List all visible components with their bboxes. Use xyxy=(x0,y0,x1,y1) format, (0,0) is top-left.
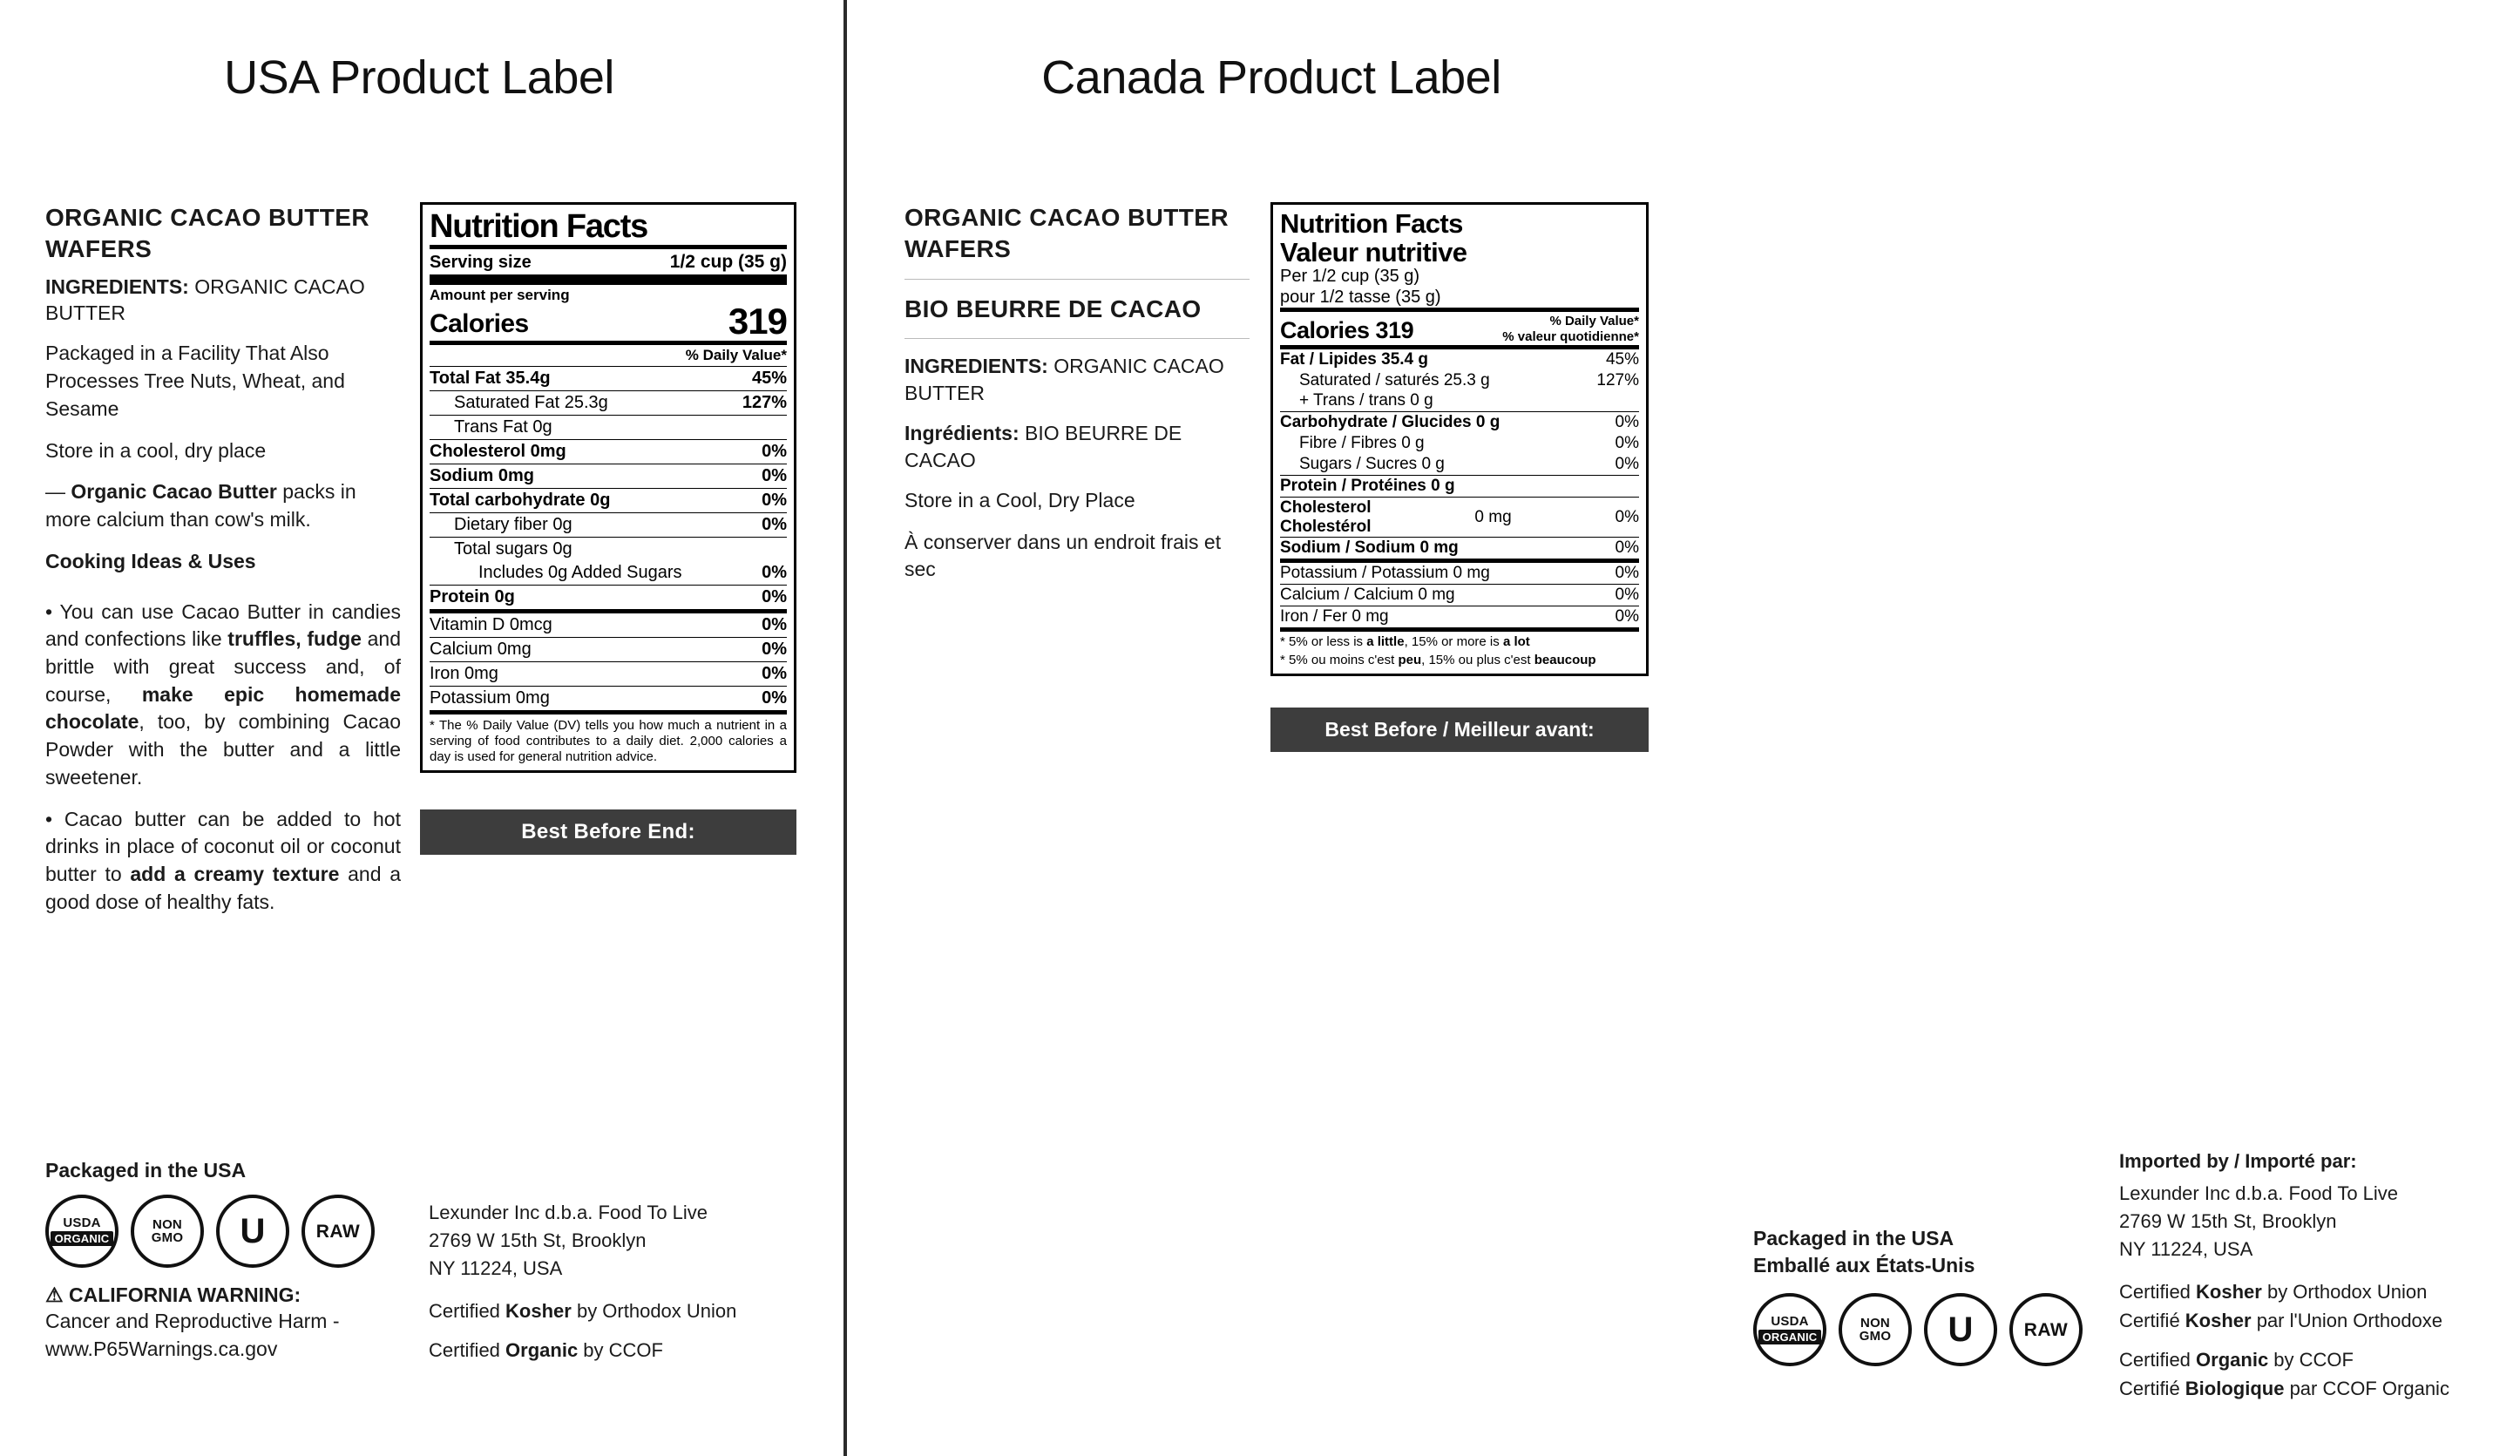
usa-bullet2-a: • Cacao butter can be added to hot drinks in place of coconut oil or coconut butter to xyxy=(45,807,401,886)
usa-body xyxy=(0,202,838,931)
canada-nf-title-fr: Valeur nutritive xyxy=(1280,236,1467,267)
canada-foot-fr-b: peu xyxy=(1398,652,1422,667)
canada-nf-row-dv: 0% xyxy=(1615,413,1639,432)
ck-en-c: by Orthodox Union xyxy=(2261,1280,2428,1303)
non-gmo-line1: NON xyxy=(152,1217,182,1232)
canada-nf-row-label: Fibre / Fibres 0 g xyxy=(1299,434,1425,453)
canada-nf-row-label: Saturated / saturés 25.3 g xyxy=(1299,370,1490,389)
usa-footer-left xyxy=(45,1159,420,1375)
table-row xyxy=(1280,454,1639,475)
canada-text-column xyxy=(904,202,1270,752)
usa-bullet1-e: , too, by combining Cacao Powder with the butter and a little sweetener. xyxy=(45,710,401,789)
table-row xyxy=(430,391,787,415)
canada-cert-kosher-fr xyxy=(2119,1306,2503,1335)
ck-fr-a: Certifié xyxy=(2119,1309,2185,1331)
usa-product-name: ORGANIC CACAO BUTTER WAFERS xyxy=(45,204,369,262)
table-row xyxy=(430,638,787,661)
table-row xyxy=(1280,563,1639,584)
canada-nf-dv-header-en: % Daily Value* xyxy=(1549,314,1639,329)
usda-seal-line2: ORGANIC xyxy=(1758,1330,1822,1344)
canada-foot-fr-d: beaucoup xyxy=(1534,652,1596,667)
usa-cert-kosher-b: Kosher xyxy=(505,1299,572,1322)
usa-nf-row-dv: 0% xyxy=(762,587,787,607)
table-row xyxy=(430,561,787,585)
usa-nf-micro-label: Potassium 0mg xyxy=(430,688,550,708)
canada-address-line1: Lexunder Inc d.b.a. Food To Live xyxy=(2119,1182,2399,1204)
canada-nf-row-dv: 0% xyxy=(1615,538,1639,558)
canada-nf-dv-header-fr: % valeur quotidienne* xyxy=(1502,328,1639,344)
canada-address xyxy=(2119,1180,2503,1263)
usa-nf-serving-value: 1/2 cup (35 g) xyxy=(669,252,787,272)
canada-ingredients-label-en: INGREDIENTS: xyxy=(904,355,1048,378)
usa-address-line2: 2769 W 15th St, Brooklyn xyxy=(429,1229,647,1251)
ck-fr-b: Kosher xyxy=(2185,1309,2252,1331)
usa-nf-row-dv: 127% xyxy=(742,393,787,413)
usa-best-before-bar: Best Before End: xyxy=(420,809,796,855)
canada-footer-left xyxy=(1753,1150,2119,1413)
usa-nf-row-dv: 0% xyxy=(762,563,787,583)
raw-seal-icon xyxy=(2009,1293,2083,1366)
usda-organic-seal-icon xyxy=(1753,1293,1826,1366)
usa-text-column xyxy=(45,202,420,931)
table-row xyxy=(1280,370,1639,391)
canada-footer-right xyxy=(2119,1150,2503,1413)
canada-cholesterol-value: 0 mg xyxy=(1474,507,1512,526)
canada-ingredients-value-fr: BIO BEURRE DE CACAO xyxy=(904,422,1182,471)
usa-nf-micro-label: Calcium 0mg xyxy=(430,640,532,660)
canada-nf-calories: Calories 319 xyxy=(1280,316,1414,343)
canada-nutrition-column xyxy=(1270,202,1654,752)
canada-packaged-block xyxy=(1753,1225,2119,1279)
usa-allergen-statement: Packaged in a Facility That Also Processes Tree Nuts, Wheat, and Sesame xyxy=(45,342,345,420)
table-row xyxy=(1280,349,1639,370)
canada-storage-en: Store in a Cool, Dry Place xyxy=(904,488,1135,511)
canada-nf-row-dv: 127% xyxy=(1596,370,1639,389)
usa-bullet2-c: and a good dose of healthy fats. xyxy=(45,863,401,913)
table-row xyxy=(430,613,787,637)
table-row xyxy=(430,489,787,512)
canada-nf-row-dv: 45% xyxy=(1605,349,1639,369)
co-en-a: Certified xyxy=(2119,1348,2197,1371)
table-row xyxy=(430,586,787,609)
usa-nf-row-dv: 0% xyxy=(762,466,787,486)
ck-en-b: Kosher xyxy=(2196,1280,2262,1303)
usa-nf-micro-dv: 0% xyxy=(762,688,787,708)
usa-address-line1: Lexunder Inc d.b.a. Food To Live xyxy=(429,1202,708,1223)
canada-packaged-en: Packaged in the USA xyxy=(1753,1227,1954,1249)
usa-nf-row-label: Cholesterol 0mg xyxy=(430,442,566,462)
usa-cooking-heading xyxy=(45,548,401,576)
usa-nf-footnote: * The % Daily Value (DV) tells you how much a nutrient in a serving of food contributes to a daily diet. 2,000 calories a day is used for general nutrition advice. xyxy=(430,718,787,765)
canada-address-line3: NY 11224, USA xyxy=(2119,1237,2253,1260)
usa-nf-row-label: Includes 0g Added Sugars xyxy=(478,563,682,583)
canada-nf-title-en: Nutrition Facts xyxy=(1280,208,1463,239)
usa-nf-row-dv: 45% xyxy=(751,369,787,389)
usa-address xyxy=(429,1199,786,1283)
usa-cert-kosher-a: Certified xyxy=(429,1299,506,1322)
co-fr-c: par CCOF Organic xyxy=(2284,1377,2449,1399)
canada-panel-title: Canada Product Label xyxy=(1041,51,1501,104)
canada-cholesterol-dv: 0% xyxy=(1615,507,1639,526)
canada-foot-en-d: a lot xyxy=(1502,633,1530,649)
canada-ingredients-fr xyxy=(904,420,1250,473)
canada-nf-calories-row xyxy=(1280,312,1639,345)
canada-panel xyxy=(852,0,2449,1456)
usa-nf-row-label: Total sugars 0g xyxy=(454,539,572,559)
canada-nf-dv-header xyxy=(1502,314,1639,344)
usda-organic-seal-icon xyxy=(45,1195,119,1268)
table-row xyxy=(1280,390,1639,411)
table-row xyxy=(430,513,787,537)
canada-nf-row-label: + Trans / trans 0 g xyxy=(1299,391,1433,410)
canada-nf-row-label: Sugars / Sucres 0 g xyxy=(1299,455,1445,473)
canada-foot-en-a: * 5% or less is xyxy=(1280,633,1367,649)
usa-nutrition-column xyxy=(420,202,803,931)
canada-divider-2 xyxy=(904,338,1250,339)
canada-address-line2: 2769 W 15th St, Brooklyn xyxy=(2119,1209,2337,1232)
usa-panel-title: USA Product Label xyxy=(224,51,614,104)
usa-bullet2-b: add a creamy texture xyxy=(130,863,340,886)
usa-nf-dv-header: % Daily Value* xyxy=(685,347,787,364)
table-row xyxy=(1280,538,1639,559)
canada-nf-row-label: Potassium / Potassium 0 mg xyxy=(1280,564,1490,583)
usa-cert-kosher-c: by Orthodox Union xyxy=(571,1299,737,1322)
canada-nf-row-label: Iron / Fer 0 mg xyxy=(1280,606,1389,626)
usa-nf-calories-row xyxy=(430,301,787,342)
raw-seal-text: RAW xyxy=(315,1221,361,1242)
usa-nf-micro-label: Iron 0mg xyxy=(430,664,498,684)
canada-foot-en-c: , 15% or more is xyxy=(1404,633,1503,649)
canada-best-before-bar: Best Before / Meilleur avant: xyxy=(1270,708,1649,752)
usa-nf-serving-row xyxy=(430,249,787,274)
canada-nf-row-label: Calcium / Calcium 0 mg xyxy=(1280,586,1455,605)
usa-nf-micro-dv: 0% xyxy=(762,615,787,635)
table-row xyxy=(1280,412,1639,433)
usa-nf-row-dv: 0% xyxy=(762,491,787,511)
usa-nf-row-label: Total carbohydrate 0g xyxy=(430,491,611,511)
canada-nf-row-label: Sodium / Sodium 0 mg xyxy=(1280,538,1459,558)
table-row xyxy=(1280,476,1639,497)
usa-nf-row-label: Dietary fiber 0g xyxy=(454,515,572,535)
canada-footer xyxy=(1753,1150,2520,1413)
canada-nf-row-dv: 0% xyxy=(1615,586,1639,605)
canada-ingredients-en xyxy=(904,353,1250,406)
canada-nf-row-label: Protein / Protéines 0 g xyxy=(1280,476,1455,495)
non-gmo-seal-icon xyxy=(131,1195,204,1268)
usa-nf-row-label: Sodium 0mg xyxy=(430,466,535,486)
usa-ingredients xyxy=(45,274,401,327)
table-row xyxy=(430,464,787,488)
canada-nf-row-dv: 0% xyxy=(1615,434,1639,453)
ck-en-a: Certified xyxy=(2119,1280,2197,1303)
table-row xyxy=(430,416,787,439)
canada-foot-en-b: a little xyxy=(1366,633,1405,649)
usa-nf-row-dv: 0% xyxy=(762,515,787,535)
ou-kosher-seal-icon xyxy=(1924,1293,1997,1366)
usa-nf-calories-label: Calories xyxy=(430,309,529,339)
canada-nf-row-dv: 0% xyxy=(1615,564,1639,583)
non-gmo-line2: GMO xyxy=(151,1230,184,1245)
canada-storage-fr: À conserver dans un endroit frais et sec xyxy=(904,530,1222,581)
canada-nf-footnote-en xyxy=(1280,632,1639,650)
raw-seal-icon xyxy=(301,1195,375,1268)
table-row xyxy=(430,367,787,390)
canada-cert-organic xyxy=(2119,1345,2503,1403)
usa-bullet1-d: make epic homemade chocolate xyxy=(45,682,401,734)
canada-foot-fr-a: * 5% ou moins c'est xyxy=(1280,652,1399,667)
canada-nf-row-label: Fat / Lipides 35.4 g xyxy=(1280,349,1428,369)
canada-cert-kosher xyxy=(2119,1277,2503,1335)
usa-bullet1-a: • You can use Cacao Butter in candies and confections like xyxy=(45,599,401,651)
canada-cholesterol-label-fr: Cholestérol xyxy=(1280,517,1372,536)
usa-nf-row-dv: 0% xyxy=(762,442,787,462)
canada-product-name-en: ORGANIC CACAO BUTTER WAFERS xyxy=(904,204,1229,262)
canada-nf-serving-fr: pour 1/2 tasse (35 g) xyxy=(1280,287,1441,307)
canada-cert-organic-en xyxy=(2119,1345,2503,1374)
co-fr-b: Biologique xyxy=(2185,1377,2285,1399)
canada-divider-1 xyxy=(904,279,1250,280)
usa-ingredients-label: INGREDIENTS: xyxy=(45,274,189,298)
usa-footer xyxy=(45,1159,812,1375)
usda-seal-line1: USDA xyxy=(1771,1314,1809,1330)
usa-nf-calories-value: 319 xyxy=(728,301,787,342)
usa-calcium-rest: packs in more calcium than cow's milk. xyxy=(45,480,356,532)
usa-footer-right xyxy=(420,1159,786,1375)
usa-address-line3: NY 11224, USA xyxy=(429,1256,563,1279)
usa-calcium-note xyxy=(45,478,401,533)
usa-nf-row-label: Protein 0g xyxy=(430,587,515,607)
usa-packaged-in: Packaged in the USA xyxy=(45,1159,247,1182)
canada-nf-footnote-fr xyxy=(1280,650,1639,668)
raw-seal-text: RAW xyxy=(2023,1319,2069,1340)
table-row xyxy=(1280,606,1639,627)
ou-seal-letter: U xyxy=(1948,1310,1974,1350)
canada-nf-cholesterol-row xyxy=(1280,498,1639,538)
co-fr-a: Certifié xyxy=(2119,1377,2185,1399)
usa-cert-organic-a: Certified xyxy=(429,1338,506,1361)
usa-bullet-1 xyxy=(45,599,401,792)
usa-nf-serving-label: Serving size xyxy=(430,253,532,272)
canada-product-name-fr: BIO BEURRE DE CACAO xyxy=(904,295,1202,322)
canada-nutrition-facts-panel xyxy=(1270,202,1649,676)
usa-nf-row-label: Total Fat 35.4g xyxy=(430,369,551,389)
usa-nf-micro-label: Vitamin D 0mcg xyxy=(430,615,552,635)
table-row xyxy=(430,687,787,710)
non-gmo-line2: GMO xyxy=(1859,1329,1892,1344)
canada-nf-row-dv: 0% xyxy=(1615,455,1639,473)
usa-nutrition-facts-panel xyxy=(420,202,796,773)
canada-cert-kosher-en xyxy=(2119,1277,2503,1306)
table-row xyxy=(1280,585,1639,606)
usa-bullet1-b: truffles, fudge xyxy=(227,627,362,651)
usa-cooking-heading-text: Cooking Ideas & Uses xyxy=(45,549,256,572)
usa-nf-rows xyxy=(430,367,787,609)
non-gmo-line1: NON xyxy=(1860,1316,1890,1331)
non-gmo-seal-icon xyxy=(1839,1293,1912,1366)
usa-cert-organic xyxy=(429,1336,786,1365)
ou-kosher-seal-icon xyxy=(216,1195,289,1268)
usa-storage-statement: Store in a cool, dry place xyxy=(45,438,267,462)
canada-ingredients-value-en: ORGANIC CACAO BUTTER xyxy=(904,355,1224,404)
usa-bullet1-c: and brittle with great success and, of course, xyxy=(45,627,401,706)
canada-cert-organic-fr xyxy=(2119,1374,2503,1403)
usa-nf-row-label: Saturated Fat 25.3g xyxy=(454,393,608,413)
usa-calcium-dash: — xyxy=(45,480,65,504)
canada-body xyxy=(852,202,1690,752)
usa-bullet-2 xyxy=(45,806,401,917)
canada-nf-serving-en: Per 1/2 cup (35 g) xyxy=(1280,267,1420,287)
panel-divider xyxy=(843,0,847,1456)
california-warning-body: Cancer and Reproductive Harm - www.P65Warnings.ca.gov xyxy=(45,1310,340,1361)
usa-nf-row-label: Trans Fat 0g xyxy=(454,417,552,437)
canada-foot-fr-c: , 15% ou plus c'est xyxy=(1421,652,1534,667)
usa-panel xyxy=(0,0,838,1456)
table-row xyxy=(1280,433,1639,454)
usa-cert-kosher xyxy=(429,1297,786,1325)
ck-fr-c: par l'Union Orthodoxe xyxy=(2251,1309,2443,1331)
usa-calcium-bold: Organic Cacao Butter xyxy=(71,480,277,504)
canada-ingredients-label-fr: Ingrédients: xyxy=(904,422,1020,445)
canada-nf-row-dv: 0% xyxy=(1615,606,1639,626)
co-en-c: by CCOF xyxy=(2268,1348,2354,1371)
canada-packaged-fr: Emballé aux États-Unis xyxy=(1753,1254,1975,1277)
usda-seal-line2: ORGANIC xyxy=(51,1231,114,1246)
california-warning-title: ⚠ CALIFORNIA WARNING: xyxy=(45,1283,301,1306)
usa-nf-title: Nutrition Facts xyxy=(430,208,648,245)
usa-certification-seals xyxy=(45,1195,420,1268)
usa-nf-amount-per-serving: Amount per serving xyxy=(430,287,570,304)
usda-seal-line1: USDA xyxy=(63,1216,101,1230)
usa-nf-micronutrients xyxy=(430,613,787,710)
usa-nf-micro-dv: 0% xyxy=(762,664,787,684)
usa-ingredients-value: ORGANIC CACAO BUTTER xyxy=(45,274,365,325)
co-en-b: Organic xyxy=(2196,1348,2269,1371)
canada-nf-row-label: Carbohydrate / Glucides 0 g xyxy=(1280,413,1500,432)
table-row xyxy=(430,662,787,686)
usa-cert-organic-b: Organic xyxy=(505,1338,579,1361)
canada-certification-seals xyxy=(1753,1293,2119,1366)
usa-nf-micro-dv: 0% xyxy=(762,640,787,660)
usa-cert-organic-c: by CCOF xyxy=(578,1338,663,1361)
table-row xyxy=(430,538,787,561)
ou-seal-letter: U xyxy=(240,1212,266,1250)
table-row xyxy=(430,440,787,464)
canada-cholesterol-label-en: Cholesterol xyxy=(1280,498,1372,517)
canada-imported-by: Imported by / Importé par: xyxy=(2119,1150,2357,1172)
